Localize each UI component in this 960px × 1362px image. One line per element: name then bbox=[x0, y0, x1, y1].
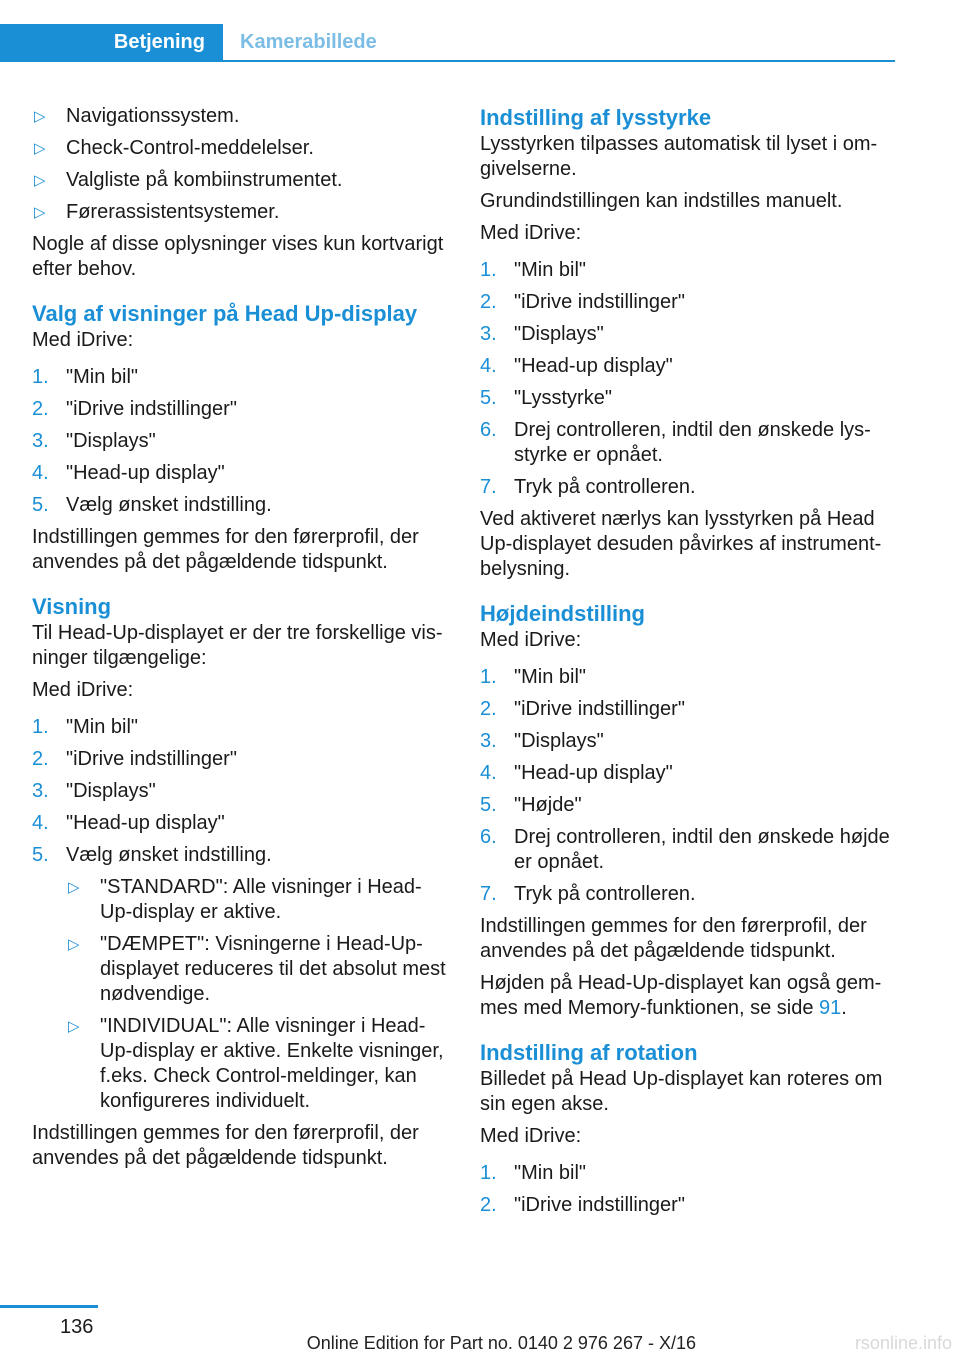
list-item: 6. Drej controlleren, indtil den ønskede lys- styrke er opnået. bbox=[480, 419, 871, 466]
list-item: 1. "Min bil" bbox=[480, 666, 586, 688]
list-item: 4. "Head-up display" bbox=[480, 762, 673, 784]
list-item: 7. Tryk på controlleren. bbox=[480, 883, 696, 905]
footer-divider bbox=[0, 1305, 98, 1308]
triangle-bullet-icon: ▷ bbox=[34, 140, 46, 157]
list-item: ▷ "DÆMPET": Visningerne i Head-Up- displayet reduceres til det absolut mest nødvendige. bbox=[68, 933, 446, 1005]
list-item: 1. "Min bil" bbox=[32, 366, 138, 388]
paragraph: Indstillingen gemmes for den førerprofil, der anvendes på det pågældende tidspunkt. bbox=[32, 1122, 419, 1169]
steps-list bbox=[480, 665, 892, 907]
triangle-bullet-icon: ▷ bbox=[68, 1018, 80, 1035]
paragraph: Ved aktiveret nærlys kan lysstyrken på Head Up-displayet desuden påvirkes af instrument- belysning. bbox=[480, 508, 882, 580]
right-column bbox=[480, 104, 892, 1225]
list-item: 6. Drej controlleren, indtil den ønskede højde er opnået. bbox=[480, 826, 890, 873]
list-item: 5. Vælg ønsket indstilling. ▷ "STANDARD": Alle visninger i Head- Up-display er aktive. ▷ "DÆMPET": Visningerne i Head-Up- displayet reduceres til det absolut mest nødvendige. ▷ "INDIVIDUAL": Alle visninger i Head- Up-display er aktive. Enkelte visninger, f.eks. Check Control-meldinger, kan konfigureres individuelt. bbox=[32, 843, 452, 1114]
watermark: rsonline.info bbox=[854, 1333, 952, 1353]
steps-list bbox=[32, 715, 452, 1114]
page-number: 136 bbox=[60, 1316, 94, 1338]
list-item: 2. "iDrive indstillinger" bbox=[32, 748, 237, 770]
list-item: 1. "Min bil" bbox=[480, 1162, 586, 1184]
triangle-bullet-icon: ▷ bbox=[68, 879, 80, 896]
triangle-bullet-icon: ▷ bbox=[34, 108, 46, 125]
list-item: 4. "Head-up display" bbox=[32, 462, 225, 484]
paragraph: Grundindstillingen kan indstilles manuelt. bbox=[480, 190, 843, 212]
display-options-list bbox=[66, 875, 452, 1114]
header-divider bbox=[0, 60, 895, 62]
paragraph: Med iDrive: bbox=[32, 329, 134, 351]
info-bullet-list bbox=[32, 104, 452, 225]
list-item: ▷ Navigationssystem. bbox=[34, 105, 240, 127]
list-item: 5. "Lysstyrke" bbox=[480, 387, 612, 409]
paragraph: Indstillingen gemmes for den førerprofil, der anvendes på det pågældende tidspunkt. bbox=[480, 915, 867, 962]
tab-betjening[interactable]: Betjening bbox=[0, 24, 223, 60]
list-item: 4. "Head-up display" bbox=[32, 812, 225, 834]
section-heading-valg: Valg af visninger på Head Up-display bbox=[32, 301, 418, 326]
paragraph: Nogle af disse oplysninger vises kun kortvarigt efter behov. bbox=[32, 233, 444, 280]
chapter-header bbox=[0, 24, 895, 62]
list-item: ▷ Check-Control-meddelelser. bbox=[34, 137, 314, 159]
paragraph: Lysstyrken tilpasses automatisk til lyset i om- givelserne. bbox=[480, 133, 878, 180]
list-item: 1. "Min bil" bbox=[480, 259, 586, 281]
steps-list bbox=[480, 258, 892, 500]
list-item: 2. "iDrive indstillinger" bbox=[480, 698, 685, 720]
paragraph: Med iDrive: bbox=[480, 629, 582, 651]
list-item: 5. Vælg ønsket indstilling. bbox=[32, 494, 272, 516]
triangle-bullet-icon: ▷ bbox=[68, 936, 80, 953]
page-reference-link[interactable]: 91 bbox=[819, 997, 842, 1019]
paragraph: Med iDrive: bbox=[480, 222, 582, 244]
section-heading-lysstyrke: Indstilling af lysstyrke bbox=[480, 105, 712, 130]
list-item: 5. "Højde" bbox=[480, 794, 582, 816]
list-item: ▷ Valgliste på kombiinstrumentet. bbox=[34, 169, 343, 191]
list-item: 4. "Head-up display" bbox=[480, 355, 673, 377]
left-column bbox=[32, 104, 452, 1178]
triangle-bullet-icon: ▷ bbox=[34, 204, 46, 221]
list-item: 3. "Displays" bbox=[480, 323, 604, 345]
paragraph: Indstillingen gemmes for den førerprofil, der anvendes på det pågældende tidspunkt. bbox=[32, 526, 419, 573]
list-item: 3. "Displays" bbox=[480, 730, 604, 752]
section-heading-visning: Visning bbox=[32, 594, 112, 619]
paragraph: Højden på Head-Up-displayet kan også gem- mes med Memory-funktionen, se side 91. bbox=[480, 972, 882, 1019]
list-item: 3. "Displays" bbox=[32, 430, 156, 452]
list-item: 2. "iDrive indstillinger" bbox=[480, 291, 685, 313]
section-heading-hojde: Højdeindstilling bbox=[480, 601, 645, 626]
list-item: 2. "iDrive indstillinger" bbox=[480, 1194, 685, 1216]
edition-text: Online Edition for Part no. 0140 2 976 267 - X/16 bbox=[306, 1333, 696, 1353]
paragraph: Med iDrive: bbox=[32, 679, 134, 701]
list-item: ▷ "STANDARD": Alle visninger i Head- Up-display er aktive. bbox=[68, 876, 422, 923]
list-item: ▷ "INDIVIDUAL": Alle visninger i Head- Up-display er aktive. Enkelte visninger, f.eks. Check Control-meldinger, kan konfigureres individuelt. bbox=[68, 1015, 444, 1112]
tab-kamerabillede[interactable]: Kamerabillede bbox=[240, 31, 377, 53]
section-heading-rotation: Indstilling af rotation bbox=[480, 1040, 698, 1065]
list-item: 7. Tryk på controlleren. bbox=[480, 476, 696, 498]
steps-list bbox=[32, 365, 452, 518]
list-item: 2. "iDrive indstillinger" bbox=[32, 398, 237, 420]
paragraph: Billedet på Head Up-displayet kan roteres om sin egen akse. bbox=[480, 1068, 883, 1115]
steps-list bbox=[480, 1161, 892, 1218]
list-item: ▷ Førerassistentsystemer. bbox=[34, 201, 280, 223]
triangle-bullet-icon: ▷ bbox=[34, 172, 46, 189]
paragraph: Med iDrive: bbox=[480, 1125, 582, 1147]
list-item: 3. "Displays" bbox=[32, 780, 156, 802]
list-item: 1. "Min bil" bbox=[32, 716, 138, 738]
paragraph: Til Head-Up-displayet er der tre forskellige vis- ninger tilgængelige: bbox=[32, 622, 443, 669]
